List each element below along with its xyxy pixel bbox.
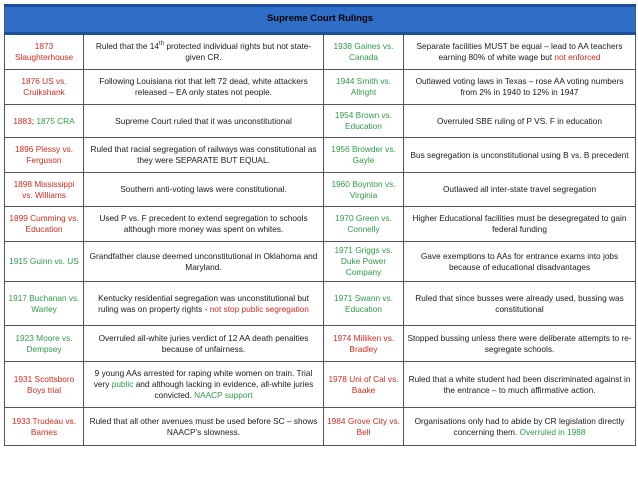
left-case-cell: 1933 Trudeau vs. Barnes [5, 408, 84, 446]
table-row [5, 34, 636, 70]
right-case-cell: 1960 Boynton vs. Virginia [324, 173, 404, 207]
ruling-text: Ruled that the 14 [95, 41, 160, 52]
left-case-cell: 1899 Cumming vs. Education [5, 207, 84, 242]
left-ruling-cell: Supreme Court ruled that it was unconstitutional [84, 105, 324, 138]
right-ruling-cell: Ruled that since busses were already used, bussing was constitutional [404, 282, 636, 326]
table-row [5, 207, 636, 242]
left-ruling-cell: Southern anti-voting laws were constitutional. [84, 173, 324, 207]
ruling-text: protected individual rights but not state-given CR. [164, 41, 312, 62]
left-ruling-cell: Following Louisiana riot that left 72 dead, white attackers released – EA only states not people. [84, 70, 324, 105]
ruling-text: Organisations only had to abide by CR legislation directly concerning them. [414, 415, 625, 437]
right-case-cell: 1944 Smith vs. Allright [324, 70, 404, 105]
right-ruling-cell: Outlawed voting laws in Texas – rose AA voting numbers from 2% in 1940 to 12% in 1947 [404, 70, 636, 105]
case-separator: ; [31, 115, 37, 126]
ruling-text: Kentucky residential segregation was unconstitutional but ruling was on property rights - [98, 292, 309, 314]
table-row [5, 105, 636, 138]
ruling-highlight-green: public [111, 379, 134, 390]
table-header-row [5, 6, 636, 34]
ruling-highlight-red: not stop public segregation [209, 303, 309, 314]
right-case-cell: 1956 Browder vs. Gayle [324, 138, 404, 173]
table-row [5, 326, 636, 362]
left-ruling-cell [84, 282, 324, 326]
right-case-cell: 1984 Grove City vs. Bell [324, 408, 404, 446]
right-ruling-cell: Bus segregation is unconstitutional using B vs. B precedent [404, 138, 636, 173]
supreme-court-rulings-table [4, 4, 636, 446]
left-case-cell: 1898 Mississippi vs. Williams [5, 173, 84, 207]
case-name: 1875 CRA [36, 115, 75, 126]
left-case-cell: 1917 Buchanan vs. Warley [5, 282, 84, 326]
table-row [5, 70, 636, 105]
left-case-cell: 1915 Guinn vs. US [5, 242, 84, 282]
table-row [5, 138, 636, 173]
ruling-text: 9 young AAs arrested for raping white women on train. Trial very [93, 368, 313, 390]
right-case-cell: 1974 Milliken vs. Bradley [324, 326, 404, 362]
right-case-cell: 1971 Griggs vs. Duke Power Company [324, 242, 404, 282]
right-ruling-cell [404, 408, 636, 446]
right-ruling-cell: Ruled that a white student had been discriminated against in the entrance – to much affirmative action. [404, 362, 636, 408]
right-case-cell: 1970 Green vs. Connelly [324, 207, 404, 242]
left-ruling-cell [84, 362, 324, 408]
table-row [5, 408, 636, 446]
left-ruling-cell: Used P vs. F precedent to extend segregation to schools although more money was spent on whites. [84, 207, 324, 242]
ruling-highlight-green: Overruled in 1988 [519, 426, 586, 437]
right-ruling-cell: Higher Educational facilities must be desegregated to gain federal funding [404, 207, 636, 242]
table-row [5, 173, 636, 207]
right-ruling-cell: Overruled SBE ruling of P VS. F in education [404, 105, 636, 138]
left-case-cell: 1876 US vs. Cruikshank [5, 70, 84, 105]
table-row [5, 242, 636, 282]
right-case-cell: 1938 Gaines vs. Canada [324, 34, 404, 70]
left-case-cell [5, 105, 84, 138]
table-row [5, 362, 636, 408]
rulings-table-container [4, 4, 635, 446]
right-ruling-cell [404, 34, 636, 70]
ruling-superscript: th [159, 41, 165, 48]
ruling-highlight-red: not enforced [554, 52, 601, 62]
right-ruling-cell: Stopped bussing unless there were deliberate attempts to re-segregate schools. [404, 326, 636, 362]
case-year: 1883 [13, 115, 32, 126]
ruling-text: Separate facilities MUST be equal – lead to AA teachers earning 80% of white wage but [416, 41, 623, 62]
ruling-highlight-green: NAACP support [194, 389, 253, 400]
ruling-text: and although lacking in evidence, all-white juries convicted. [133, 379, 314, 400]
left-case-cell: 1896 Plessy vs. Ferguson [5, 138, 84, 173]
table-row [5, 282, 636, 326]
right-case-cell: 1971 Swann vs. Education [324, 282, 404, 326]
left-case-cell: 1931 Scottsboro Boys trial [5, 362, 84, 408]
left-case-cell: 1923 Moore vs. Dempsey [5, 326, 84, 362]
right-case-cell: 1978 Uni of Cal vs. Baake [324, 362, 404, 408]
left-ruling-cell: Ruled that all other avenues must be used before SC – shows NAACP’s slowness. [84, 408, 324, 446]
left-ruling-cell [84, 34, 324, 70]
left-ruling-cell: Grandfather clause deemed unconstitutional in Oklahoma and Maryland. [84, 242, 324, 282]
left-ruling-cell: Ruled that racial segregation of railways was constitutional as they were SEPARATE BUT EQUAL. [84, 138, 324, 173]
right-ruling-cell: Gave exemptions to AAs for entrance exams into jobs because of educational disadvantages [404, 242, 636, 282]
right-ruling-cell: Outlawed all inter-state travel segregation [404, 173, 636, 207]
left-case-cell: 1873 Slaughterhouse [5, 34, 84, 70]
table-title: Supreme Court Rulings [5, 6, 636, 34]
right-case-cell: 1954 Brown vs. Education [324, 105, 404, 138]
left-ruling-cell: Overruled all-white juries verdict of 12 AA death penalties because of unfairness. [84, 326, 324, 362]
